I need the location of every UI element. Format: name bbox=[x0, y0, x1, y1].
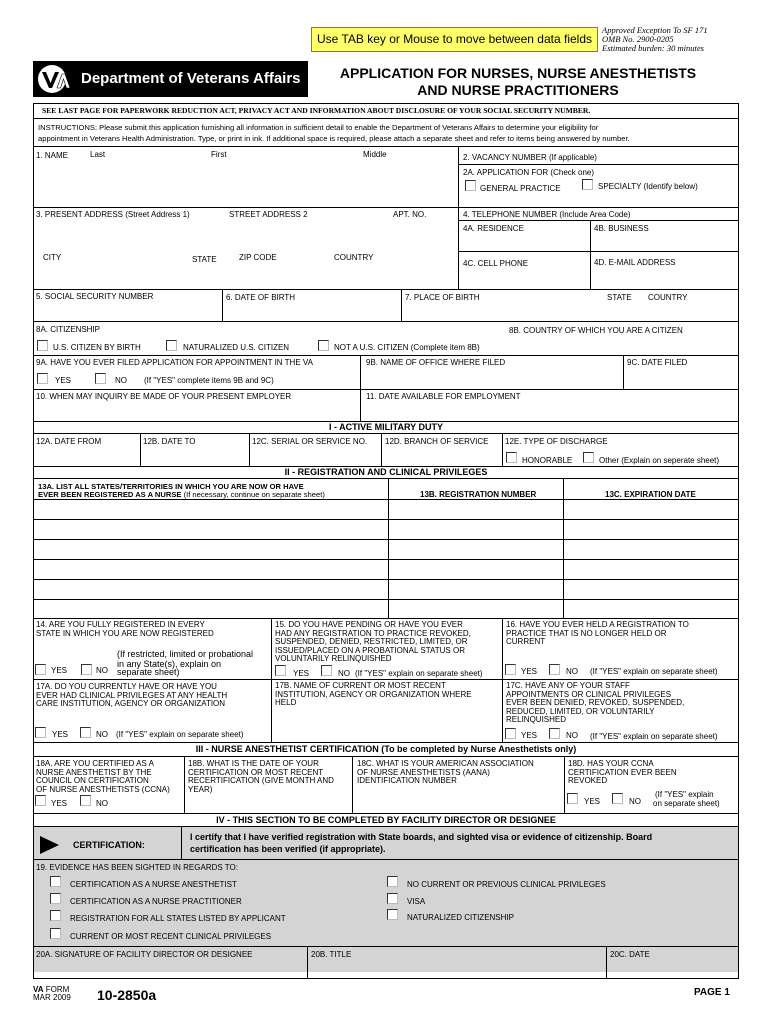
agency-name: Department of Veterans Affairs bbox=[81, 70, 301, 87]
pob-country-label: COUNTRY bbox=[648, 293, 688, 302]
q18d-yes-label: YES bbox=[584, 797, 601, 806]
arrow-icon bbox=[40, 836, 59, 854]
states-label-1: 13A. LIST ALL STATES/TERRITORIES IN WHICH YOU ARE NOW OR HAVE bbox=[38, 482, 304, 491]
q18a-no-checkbox[interactable] bbox=[80, 795, 91, 806]
q16-no-checkbox[interactable] bbox=[549, 664, 560, 675]
va-logo-bar bbox=[33, 61, 308, 97]
q15-yes-label: YES bbox=[293, 669, 310, 678]
state-label: STATE bbox=[192, 255, 217, 264]
q18d-text: 18D. HAS YOUR CCNA CERTIFICATION EVER BEEN REVOKED bbox=[568, 759, 677, 785]
apt-label: APT. NO. bbox=[393, 210, 427, 219]
q14-no-checkbox[interactable] bbox=[81, 664, 92, 675]
q16-yes-checkbox[interactable] bbox=[505, 664, 516, 675]
q17c-yes-checkbox[interactable] bbox=[505, 728, 516, 739]
filed-yes-checkbox[interactable] bbox=[37, 373, 48, 384]
evidence-right-item: NATURALIZED CITIZENSHIP bbox=[407, 913, 514, 922]
q16-yes-label: YES bbox=[521, 667, 538, 676]
certification-text: I certify that I have verified registration with State boards, and sighted visa or evidence of citizenship. Board certification has been verified (if appropriate). bbox=[190, 832, 653, 854]
branch-label: 12D. BRANCH OF SERVICE bbox=[385, 437, 489, 446]
street2-label: STREET ADDRESS 2 bbox=[229, 210, 308, 219]
telephone-label: 4. TELEPHONE NUMBER (Include Area Code) bbox=[463, 210, 631, 219]
q17a-yes-label: YES bbox=[52, 730, 69, 739]
serial-label: 12C. SERIAL OR SERVICE NO. bbox=[252, 437, 368, 446]
q15-note: (If "YES" explain on separate sheet) bbox=[355, 669, 483, 678]
q16-note: (If "YES" explain on separate sheet) bbox=[590, 667, 718, 676]
pob-state-label: STATE bbox=[607, 293, 632, 302]
footer-page: PAGE 1 bbox=[694, 987, 730, 998]
q14-note: (If restricted, limited or probational in any State(s), explain on bbox=[117, 649, 254, 669]
q17c-text: 17C. HAVE ANY OF YOUR STAFF APPOINTMENTS OR CLINICAL PRIVILEGES EVER BEEN DENIED, REVOKED, SUSPENDED, REDUCED, LIMITED, OR VOLUNTARILY RELINQUISHED bbox=[506, 681, 685, 724]
email-label: 4D. E-MAIL ADDRESS bbox=[594, 258, 676, 267]
honorable-checkbox[interactable] bbox=[506, 452, 517, 463]
q17c-note: (If "YES" explain on separate sheet) bbox=[590, 732, 718, 741]
discharge-label: 12E. TYPE OF DISCHARGE bbox=[505, 437, 608, 446]
name-label: 1. NAME bbox=[36, 151, 69, 160]
not-citizen-checkbox[interactable] bbox=[318, 340, 329, 351]
evidence-practitioner-checkbox[interactable] bbox=[50, 893, 61, 904]
filed-before-label: 9A. HAVE YOU EVER FILED APPLICATION FOR APPOINTMENT IN THE VA bbox=[36, 358, 313, 367]
q17b-text: 17B. NAME OF CURRENT OR MOST RECENT INSTITUTION, AGENCY OR ORGANIZATION WHERE HELD bbox=[275, 681, 472, 707]
country-label: COUNTRY bbox=[334, 253, 374, 262]
citizenship-label: 8A. CITIZENSHIP bbox=[36, 325, 101, 334]
vacancy-label: 2. VACANCY NUMBER (If applicable) bbox=[463, 153, 597, 162]
evidence-left-item: CERTIFICATION AS A NURSE PRACTITIONER bbox=[70, 897, 242, 906]
evidence-label: 19. EVIDENCE HAS BEEN SIGHTED IN REGARDS TO: bbox=[36, 863, 238, 872]
see-last-page: SEE LAST PAGE FOR PAPERWORK REDUCTION ACT, PRIVACY ACT AND INFORMATION ABOUT DISCLOSURE OF YOUR SOCIAL SECURITY NUMBER. bbox=[42, 106, 591, 115]
evidence-visa-checkbox[interactable] bbox=[387, 893, 398, 904]
omb-info: Approved Exception To SF 171 OMB No. 2900-0205 Estimated burden: 30 minutes bbox=[602, 25, 708, 53]
q15-no-label: NO bbox=[338, 669, 350, 678]
q18a-yes-checkbox[interactable] bbox=[35, 795, 46, 806]
filed-no-label: NO bbox=[115, 376, 127, 385]
q18c-text: 18C. WHAT IS YOUR AMERICAN ASSOCIATION OF NURSE ANESTHETISTS (AANA) IDENTIFICATION NUMBER bbox=[357, 759, 534, 785]
evidence-left-item: CERTIFICATION AS A NURSE ANESTHETIST bbox=[70, 880, 237, 889]
q17a-no-label: NO bbox=[96, 730, 108, 739]
not-citizen-label: NOT A U.S. CITIZEN (Complete item 8B) bbox=[334, 343, 480, 352]
registration-row[interactable] bbox=[33, 579, 738, 580]
us-citizen-checkbox[interactable] bbox=[37, 340, 48, 351]
application-for-label: 2A. APPLICATION FOR (Check one) bbox=[463, 168, 595, 177]
evidence-left-item: REGISTRATION FOR ALL STATES LISTED BY APPLICANT bbox=[70, 914, 286, 923]
cell-label: 4C. CELL PHONE bbox=[463, 259, 529, 268]
registration-number-label: 13B. REGISTRATION NUMBER bbox=[420, 490, 537, 499]
q17a-yes-checkbox[interactable] bbox=[35, 727, 46, 738]
honorable-label: HONORABLE bbox=[522, 456, 573, 465]
evidence-privileges-checkbox[interactable] bbox=[50, 928, 61, 939]
instructions-2: appointment in Veterans Health Administration. Type, or print in ink. If additional space is required, please attach a separate sheet and refer to items being answered by number. bbox=[38, 134, 630, 143]
q15-no-checkbox[interactable] bbox=[321, 665, 332, 676]
date-to-label: 12B. DATE TO bbox=[143, 437, 196, 446]
title-label: 20B. TITLE bbox=[311, 950, 352, 959]
q14-text: 14. ARE YOU FULLY REGISTERED IN EVERY STATE IN WHICH YOU ARE NOW REGISTERED bbox=[36, 620, 214, 638]
us-citizen-label: U.S. CITIZEN BY BIRTH bbox=[53, 343, 141, 352]
q17a-no-checkbox[interactable] bbox=[80, 727, 91, 738]
filed-note: (If "YES" complete items 9B and 9C) bbox=[144, 376, 274, 385]
address-label: 3. PRESENT ADDRESS (Street Address 1) bbox=[36, 210, 190, 219]
other-discharge-checkbox[interactable] bbox=[583, 452, 594, 463]
q18d-yes-checkbox[interactable] bbox=[567, 793, 578, 804]
other-discharge-label: Other (Explain on seperate sheet) bbox=[599, 456, 720, 465]
q16-text: 16. HAVE YOU EVER HELD A REGISTRATION TO PRACTICE THAT IS NO LONGER HELD OR CURRENT bbox=[506, 620, 689, 646]
name-last: Last bbox=[90, 150, 106, 159]
q17a-note: (If "YES" explain on separate sheet) bbox=[116, 730, 244, 739]
evidence-no-privileges-checkbox[interactable] bbox=[387, 876, 398, 887]
name-first: First bbox=[211, 150, 227, 159]
tab-notice: Use TAB key or Mouse to move between data fields bbox=[311, 27, 598, 52]
section-3-title: III - NURSE ANESTHETIST CERTIFICATION (To be completed by Nurse Anesthetists only) bbox=[195, 744, 577, 754]
evidence-anesthetist-checkbox[interactable] bbox=[50, 876, 61, 887]
q17a-text: 17A. DO YOU CURRENTLY HAVE OR HAVE YOU EVER HAD CLINICAL PRIVILEGES AT ANY HEALTH CARE INSTITUTION, AGENCY OR ORGANIZATION bbox=[36, 682, 228, 708]
expiration-date-label: 13C. EXPIRATION DATE bbox=[605, 490, 696, 499]
footer-form-number: 10-2850a bbox=[97, 987, 157, 1003]
evidence-registration-checkbox[interactable] bbox=[50, 910, 61, 921]
certification-label: CERTIFICATION: bbox=[73, 840, 145, 850]
residence-label: 4A. RESIDENCE bbox=[463, 224, 524, 233]
q15-yes-checkbox[interactable] bbox=[275, 665, 286, 676]
registration-row[interactable] bbox=[33, 599, 738, 600]
q18b-text: 18B. WHAT IS THE DATE OF YOUR CERTIFICATION OR MOST RECENT RECERTIFICATION (GIVE MONTH AND YEAR) bbox=[188, 759, 334, 794]
form-title: APPLICATION FOR NURSES, NURSE ANESTHETISTS AND NURSE PRACTITIONERS bbox=[339, 65, 697, 98]
signature-label: 20A. SIGNATURE OF FACILITY DIRECTOR OR DESIGNEE bbox=[36, 950, 253, 959]
instructions-1: INSTRUCTIONS: Please submit this application furnishing all information in sufficient detail to enable the Department of Veterans Affairs to determine your eligibility for bbox=[38, 123, 599, 132]
date-available-label: 11. DATE AVAILABLE FOR EMPLOYMENT bbox=[366, 392, 521, 401]
general-practice-label: GENERAL PRACTICE bbox=[480, 184, 561, 193]
q18d-note: (If "YES" explain on separate sheet) bbox=[653, 790, 720, 808]
section-2-title: II - REGISTRATION AND CLINICAL PRIVILEGES bbox=[284, 467, 488, 477]
registration-row[interactable] bbox=[33, 539, 738, 540]
evidence-right-item: VISA bbox=[407, 897, 426, 906]
q17c-no-label: NO bbox=[566, 731, 578, 740]
date-filed-label: 9C. DATE FILED bbox=[627, 358, 688, 367]
evidence-naturalized-checkbox[interactable] bbox=[387, 909, 398, 920]
specialty-checkbox[interactable] bbox=[582, 179, 593, 190]
date-label: 20C. DATE bbox=[610, 950, 650, 959]
naturalized-checkbox[interactable] bbox=[166, 340, 177, 351]
q18a-yes-label: YES bbox=[51, 799, 68, 808]
q17c-no-checkbox[interactable] bbox=[549, 728, 560, 739]
inquiry-label: 10. WHEN MAY INQUIRY BE MADE OF YOUR PRESENT EMPLOYER bbox=[36, 392, 292, 401]
ssn-label: 5. SOCIAL SECURITY NUMBER bbox=[36, 292, 154, 301]
footer-form-id: VA FORM MAR 2009 bbox=[33, 985, 71, 1002]
date-from-label: 12A. DATE FROM bbox=[36, 437, 102, 446]
q18d-no-checkbox[interactable] bbox=[612, 793, 623, 804]
dob-label: 6. DATE OF BIRTH bbox=[226, 293, 296, 302]
q14-yes-label: YES bbox=[51, 666, 68, 675]
q18a-no-label: NO bbox=[96, 799, 108, 808]
zip-label: ZIP CODE bbox=[239, 253, 277, 262]
section-1-title: I - ACTIVE MILITARY DUTY bbox=[329, 422, 443, 432]
pob-label: 7. PLACE OF BIRTH bbox=[405, 293, 480, 302]
q17c-yes-label: YES bbox=[521, 731, 538, 740]
evidence-right-item: NO CURRENT OR PREVIOUS CLINICAL PRIVILEGES bbox=[407, 880, 606, 889]
registration-row[interactable] bbox=[33, 519, 738, 520]
filed-yes-label: YES bbox=[55, 376, 72, 385]
va-seal-icon bbox=[36, 63, 76, 95]
filed-no-checkbox[interactable] bbox=[95, 373, 106, 384]
general-practice-checkbox[interactable] bbox=[465, 180, 476, 191]
states-label-2: EVER BEEN REGISTERED AS A NURSE (If necessary, continue on separate sheet) bbox=[38, 490, 325, 499]
q18a-text: 18A. ARE YOU CERTIFIED AS A NURSE ANESTHETIST BY THE COUNCIL ON CERTIFICATION OF NURSE ANESTHETISTS (CCNA) bbox=[36, 759, 170, 794]
naturalized-label: NATURALIZED U.S. CITIZEN bbox=[183, 343, 290, 352]
city-label: CITY bbox=[43, 253, 62, 262]
citizen-country-label: 8B. COUNTRY OF WHICH YOU ARE A CITIZEN bbox=[509, 326, 683, 335]
q14-no-label: NO bbox=[96, 666, 108, 675]
q14-note-3: separate sheet) bbox=[117, 667, 180, 677]
q14-yes-checkbox[interactable] bbox=[35, 664, 46, 675]
name-middle: Middle bbox=[363, 150, 387, 159]
evidence-left-item: CURRENT OR MOST RECENT CLINICAL PRIVILEGES bbox=[70, 932, 272, 941]
q15-text: 15. DO YOU HAVE PENDING OR HAVE YOU EVER HAD ANY REGISTRATION TO PRACTICE REVOKED, SUSPENDED, DENIED, RESTRICTED, LIMITED, OR ISSUED/PLACED ON A PROBATIONAL STATUS OR VOLUNTARILY RELINQUISHED bbox=[275, 620, 471, 663]
q16-no-label: NO bbox=[566, 667, 578, 676]
specialty-label: SPECIALTY (Identify below) bbox=[598, 182, 698, 191]
section-4-title: IV - THIS SECTION TO BE COMPLETED BY FACILITY DIRECTOR OR DESIGNEE bbox=[216, 815, 556, 825]
registration-row[interactable] bbox=[33, 559, 738, 560]
q18d-no-label: NO bbox=[629, 797, 641, 806]
business-label: 4B. BUSINESS bbox=[594, 224, 649, 233]
office-label: 9B. NAME OF OFFICE WHERE FILED bbox=[366, 358, 506, 367]
